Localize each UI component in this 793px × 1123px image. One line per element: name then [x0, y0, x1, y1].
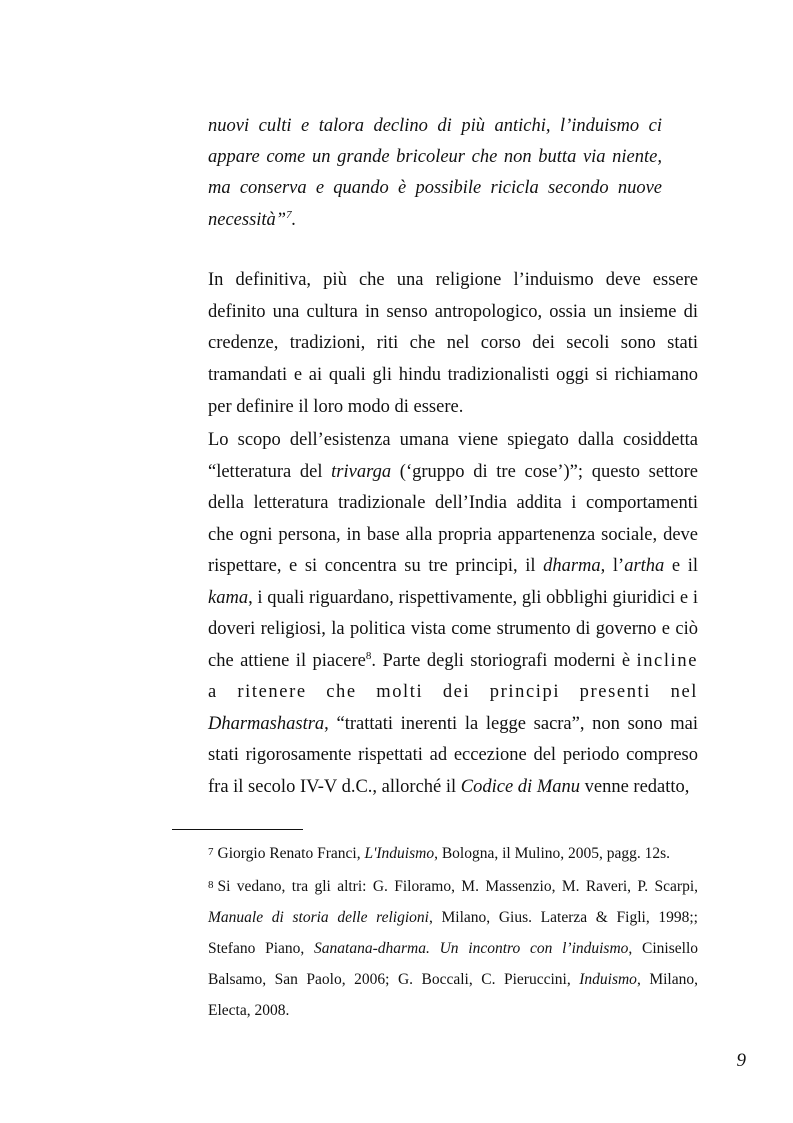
footnote-7 — [208, 840, 698, 866]
paragraph-2-text: e il — [664, 556, 698, 577]
quote-text: nuovi culti e talora declino di più antichi, l’induismo ci appare come un grande bricoleur che non butta via niente, ma conserva e quando è possibile ricicla secondo nuove necessità” — [208, 116, 662, 230]
term-dharma: dharma — [543, 556, 601, 577]
quote-end: . — [291, 209, 297, 230]
footnote-text: , Bologna, il Mulino, 2005, pagg. 12s. — [434, 845, 671, 862]
paragraph-1: In definitiva, più che una religione l’induismo deve essere definito una cultura in senso antropologico, ossia un insieme di credenze, tradizioni, riti che nel corso dei secoli sono stati tramandati e ai quali gli hindu tradizionalisti oggi si richiamano per definire il loro modo di essere. — [208, 270, 698, 417]
block-quote — [208, 111, 662, 236]
footnote-text: Si vedano, tra gli altri: G. Filoramo, M. Massenzio, M. Raveri, P. Scarpi, — [217, 878, 698, 895]
term-trivarga: trivarga — [331, 461, 392, 482]
footnote-title: Induismo — [579, 971, 637, 988]
footnote-separator — [172, 829, 303, 830]
paragraph-2-text: venne redatto, — [579, 777, 690, 798]
footnote-text: , Milano, Gius. Laterza & Figli, 1998;; Stefano Piano, — [208, 909, 698, 957]
term-artha: artha — [624, 556, 665, 577]
footnote-title: Sanatana-dharma. Un incontro con l’induismo — [314, 940, 629, 957]
term-kama: kama — [208, 587, 249, 608]
paragraph-2-text: . Parte degli storiografi moderni è — [371, 650, 631, 671]
paragraph-2 — [208, 425, 698, 804]
term-codice-di-manu: Codice di Manu — [460, 777, 580, 798]
footnote-text: , Milano, Electa, 2008. — [208, 971, 698, 1019]
paragraph-2-text: , l’ — [600, 556, 625, 577]
paragraph-2-text: , “trattati inerenti la legge sacra”, non sono mai stati rigorosamente rispettati ad eccezione del periodo compreso fra il secolo IV-V d.C., allorché il — [208, 713, 698, 798]
page-number: 9 — [736, 1050, 746, 1071]
paragraph-2-spaced-line: incline a ritenere che molti dei principi presenti nel — [208, 650, 699, 703]
footnote-ref-8[interactable]: 8 — [365, 649, 372, 662]
footnote-8 — [208, 870, 698, 1026]
paragraph-2-text: (‘gruppo di tre cose’)”; questo settore della letteratura tradizionale dell’India addita i comportamenti che ogni persona, in base alla propria appartenenza sociale, deve rispettare, e si concentra su tre principi, il — [208, 461, 698, 577]
footnote-text: Giorgio Renato Franci, — [217, 845, 365, 862]
paragraph-2-text: , i quali riguardano, rispettivamente, gli obblighi giuridici e i doveri religiosi, la politica vista come strumento di governo e ciò che attiene il piacere — [208, 587, 698, 671]
term-dharmashastra: Dharmashastra — [208, 713, 325, 734]
paragraph-2-text: Lo scopo dell’esistenza umana viene spiegato dalla cosiddetta “letteratura del — [208, 430, 698, 482]
footnote-title: Manuale di storia delle religioni — [208, 909, 429, 926]
footnote-number: 8 — [208, 879, 214, 891]
footnote-ref-7[interactable]: 7 — [286, 208, 292, 221]
footnote-text: , Cinisello Balsamo, San Paolo, 2006; G. Boccali, C. Pieruccini, — [208, 940, 699, 988]
footnote-title: L'Induismo — [364, 845, 435, 862]
footnote-number: 7 — [208, 846, 214, 858]
